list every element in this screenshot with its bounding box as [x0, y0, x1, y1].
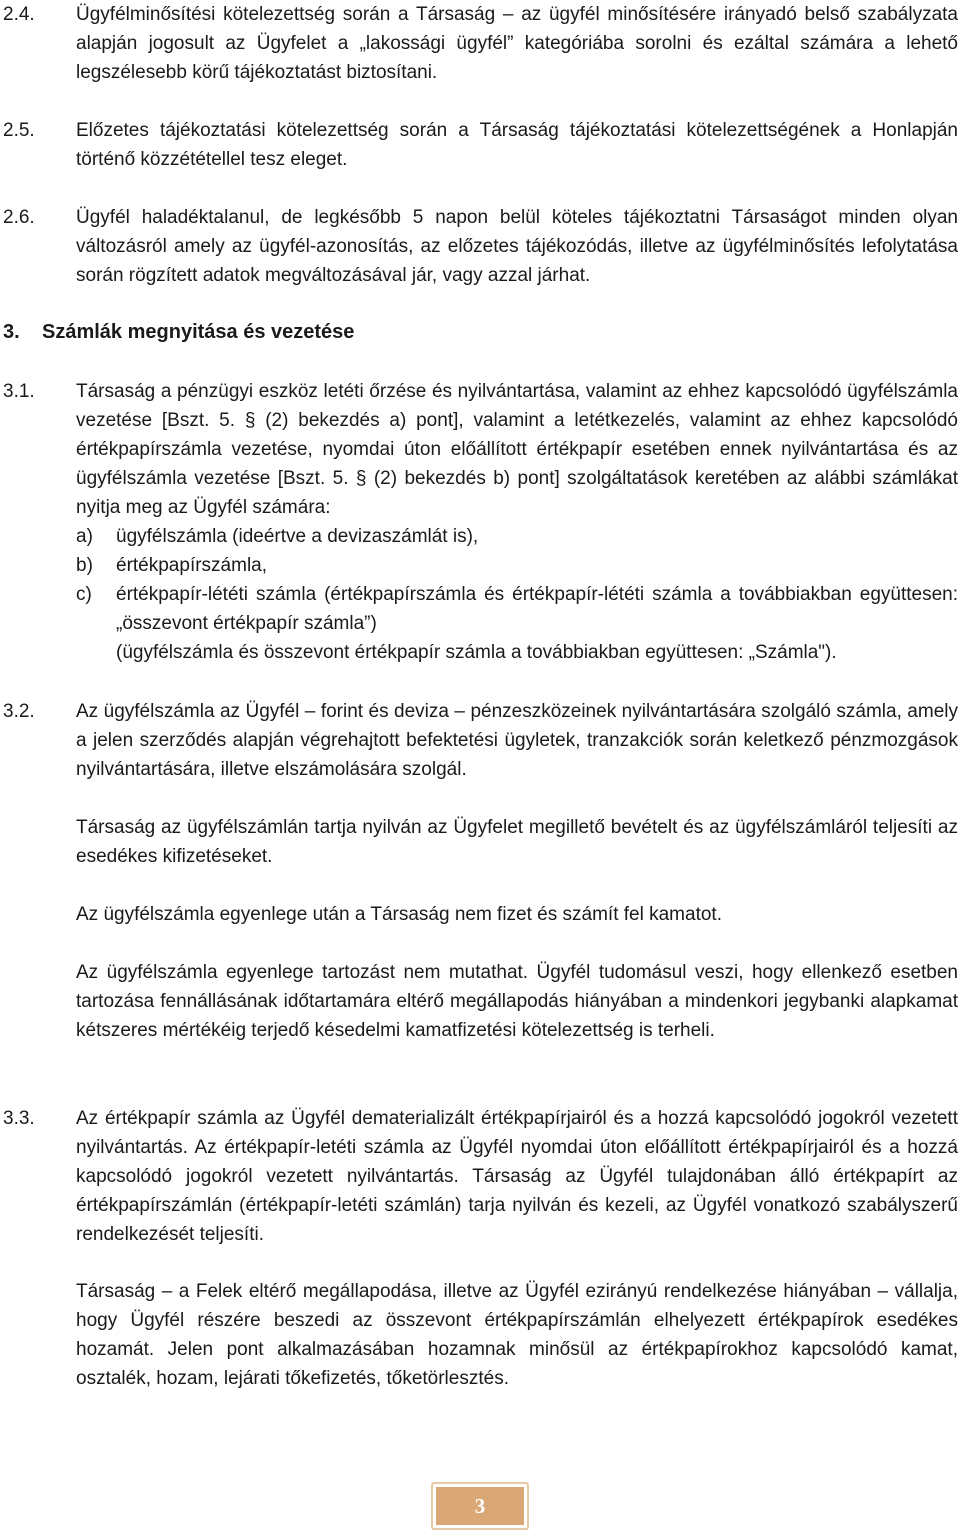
section-3-3-paragraph-2 — [0, 1277, 958, 1393]
section-paragraph: Az értékpapír számla az Ügyfél dematerializált értékpapírjairól és a hozzá kapcsolódó jogokról vezetett nyilvántartás. Az értékpapír-letéti számla az Ügyfél nyomdai úton előállított értékpapírjairól és a hozzá kapcsolódó jogokról vezetett nyilvántartás. Társaság az Ügyfél tulajdonában álló értékpapírt az értékpapírszámlán (értékpapír-letéti számlán) tarja nyilván és kezeli, az Ügyfél vonatkozó szabályszerű rendelkezését teljesíti. — [76, 1108, 958, 1245]
section-3-2-paragraph-3 — [0, 900, 958, 929]
heading-section-3 — [0, 318, 958, 347]
section-number: 2.5. — [3, 120, 35, 141]
section-3-1 — [0, 377, 958, 667]
heading-number: 3. — [3, 321, 20, 343]
section-paragraph: Az ügyfélszámla egyenlege tartozást nem mutathat. Ügyfél tudomásul veszi, hogy ellenkező esetben tartozása fennállásának időtartamára eltérő megállapodás hiányában a mindenkori jegybanki alapkamat kétszeres mértékéig terjedő késedelmi kamatfizetési kötelezettség is terheli. — [76, 962, 958, 1041]
list-item — [76, 522, 958, 551]
list-item-label: c) — [76, 584, 92, 605]
section-paragraph: Társaság – a Felek eltérő megállapodása, illetve az Ügyfél ezirányú rendelkezése hiányában – vállalja, hogy Ügyfél részére beszedi az összevont értékpapírszámlán elhelyezett értékpapírok esedékes hozamát. Jelen pont alkalmazásában hozamnak minősül az értékpapírokhoz kapcsolódó kamat, osztalék, hozam, lejárati tőkefizetés, tőketörlesztés. — [76, 1281, 958, 1389]
list-item-label: b) — [76, 555, 93, 576]
section-3-2-paragraph-2 — [0, 813, 958, 871]
section-paragraph: Az ügyfélszámla az Ügyfél – forint és deviza – pénzeszközeinek nyilvántartására szolgáló számla, amely a jelen szerződés alapján végrehajtott befektetési ügyletek, tranzakciók során keletkező pénzmozgások nyilvántartására, illetve elszámolására szolgál. — [76, 701, 958, 780]
section-3-2 — [0, 697, 958, 784]
list-item-text: ügyfélszámla (ideértve a devizaszámlát is), — [116, 526, 479, 547]
section-3-3 — [0, 1104, 958, 1249]
list-item-text: értékpapírszámla, — [116, 555, 268, 576]
section-paragraph: Az ügyfélszámla egyenlege után a Társaság nem fizet és számít fel kamatot. — [76, 904, 722, 925]
section-number: 3.2. — [3, 701, 35, 722]
page-number: 3 — [436, 1487, 524, 1525]
section-text: Ügyfél haladéktalanul, de legkésőbb 5 napon belül köteles tájékoztatni Társaságot minden olyan változásról amely az ügyfél-azonosítás, az előzetes tájékozódás, illetve az ügyfélminősítés lefolytatása során rögzített adatok megváltozásával jár, vagy azzal járhat. — [76, 207, 958, 286]
section-text: Társaság a pénzügyi eszköz letéti őrzése és nyilvántartása, valamint az ehhez kapcsolódó ügyfélszámla vezetése [Bszt. 5. § (2) bekezdés a) pont], valamint a letétkezelés, valamint az ehhez kapcsolódó értékpapírszámla vezetése, nyomdai úton előállított értékpapír esetében ennek nyilvántartása és az ügyfélszámla vezetése [Bszt. 5. § (2) bekezdés b) pont] szolgáltatások keretében az alábbi számlákat nyitja meg az Ügyfél számára: — [76, 381, 958, 518]
list-item — [76, 551, 958, 580]
list-item-text: értékpapír-lététi számla (értékpapírszámla és értékpapír-lététi számla a továbbiakban együttesen: „összevont értékpapír számla”) — [116, 584, 958, 634]
heading-title: Számlák megnyitása és vezetése — [42, 321, 355, 343]
list-item — [76, 580, 958, 638]
section-number: 3.1. — [3, 381, 35, 402]
section-2-5 — [0, 116, 958, 174]
section-number: 2.4. — [3, 4, 35, 25]
section-3-2-paragraph-4 — [0, 958, 958, 1045]
section-text: Ügyfélminősítési kötelezettség során a Társaság – az ügyfél minősítésére irányadó belső szabályzata alapján jogosult az Ügyfelet a „lakossági ügyfél” kategóriába sorolni és ezáltal számára a lehető legszélesebb körű tájékoztatást biztosítani. — [76, 4, 958, 83]
section-paragraph: Társaság az ügyfélszámlán tartja nyilván az Ügyfelet megillető bevételt és az ügyfélszámláról teljesíti az esedékes kifizetéseket. — [76, 817, 958, 867]
section-text: Előzetes tájékoztatási kötelezettség során a Társaság tájékoztatási kötelezettségének a Honlapján történő közzététellel tesz eleget. — [76, 120, 958, 170]
list-item-label: a) — [76, 526, 93, 547]
section-number: 3.3. — [3, 1108, 35, 1129]
list-closing-text: (ügyfélszámla és összevont értékpapír számla a továbbiakban együttesen: „Számla"). — [116, 642, 837, 663]
page-number-badge — [431, 1482, 529, 1530]
section-2-6 — [0, 203, 958, 290]
section-2-4 — [0, 0, 958, 87]
section-number: 2.6. — [3, 207, 35, 228]
account-list — [76, 522, 958, 667]
